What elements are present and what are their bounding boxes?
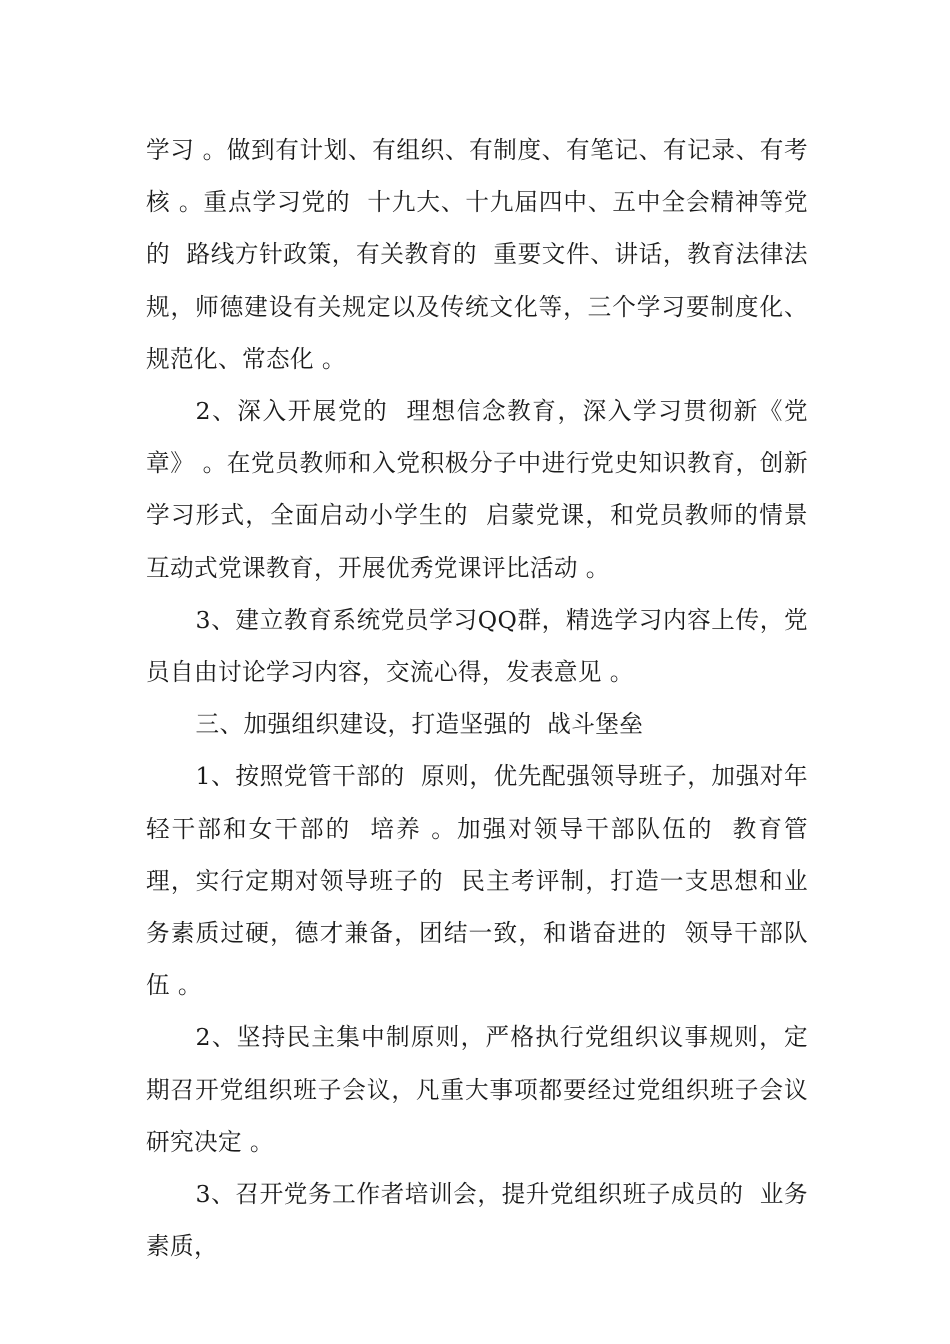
paragraph-training-meeting: 3、召开党务工作者培训会，提升党组织班子成员的 业务素质， [146,1180,808,1261]
section-heading-organization: 三、加强组织建设，打造坚强的 战斗堡垒 [195,710,644,739]
paragraph-democratic-centralism: 2、坚持民主集中制原则，严格执行党组织议事规则，定期召开党组织班子会议，凡重大事项都要经过党组织班子会议研究决定 。 [146,1023,808,1156]
paragraph-ideal-belief-education: 2、深入开展党的 理想信念教育，深入学习贯彻新《党章》 。在党员教师和入党积极分子中进行党史知识教育，创新学习形式，全面启动小学生的 启蒙党课，和党员教师的情景互动式党课教育，开展优秀党课评比活动 。 [146,397,808,582]
document-page [146,124,808,1272]
paragraph-leadership-team: 1、按照党管干部的 原则，优先配强领导班子，加强对年轻干部和女干部的 培养 。加强对领导干部队伍的 教育管理，实行定期对领导班子的 民主考评制，打造一支思想和业务素质过硬，德才兼备，团结一致，和谐奋进的 领导干部队伍 。 [146,762,808,1000]
paragraph-study-continuation: 学习 。做到有计划、有组织、有制度、有笔记、有记录、有考核 。重点学习党的 十九大、十九届四中、五中全会精神等党的 路线方针政策，有关教育的 重要文件、讲话，教育法律法规，师德建设有关规定以及传统文化等，三个学习要制度化、规范化、常态化 。 [146,136,808,373]
paragraph-qq-group: 3、建立教育系统党员学习QQ群，精选学习内容上传，党员自由讨论学习内容，交流心得，发表意见 。 [146,605,808,687]
